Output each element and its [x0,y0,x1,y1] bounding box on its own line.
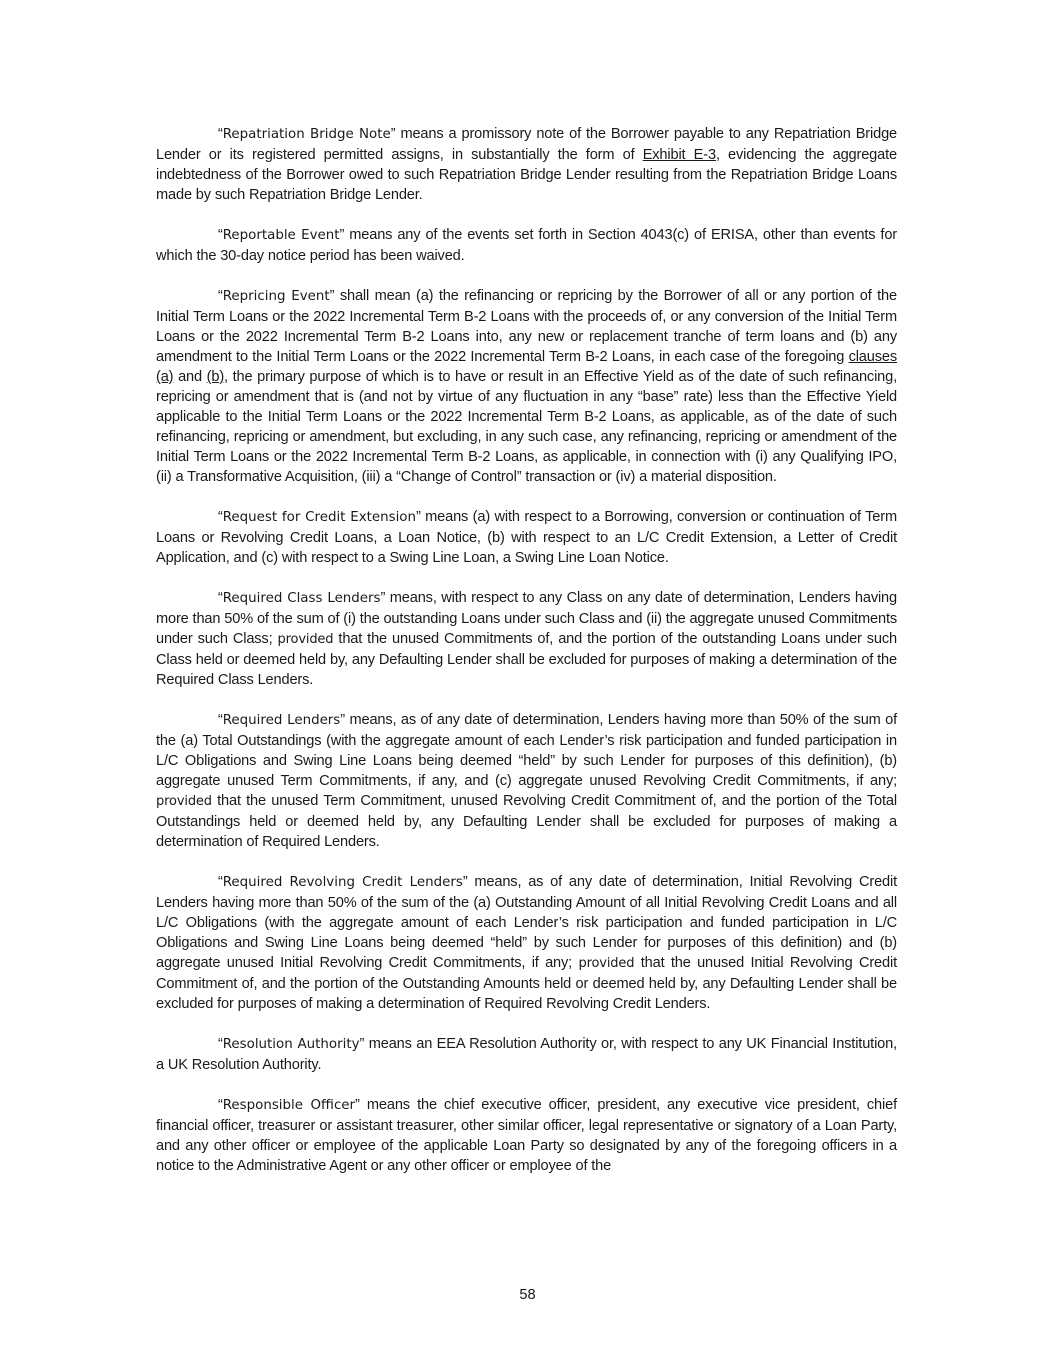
definition-paragraph: “Required Class Lenders” means, with respect to any Class on any date of determination, Lenders having more than 50% of the sum of (i) the outstanding Loans under such Class and (ii) the aggregate unused Commitments under such Class; provided that the unused Commitments of, and the portion of the outstanding Loans under such Class held or deemed held by, any Defaulting Lender shall be excluded for purposes of making a determination of the Required Class Lenders. [156,590,897,688]
defined-term: Required Revolving Credit Lenders [222,875,463,890]
definition-paragraph: “Required Revolving Credit Lenders” means, as of any date of determination, Initial Revolving Credit Lenders having more than 50% of the sum of the (a) Outstanding Amount of all Initial Revolving Credit Loans and all L/C Obligations (with the aggregate amount of each Lender’s risk participation and funded participation in L/C Obligations and Swing Line Loans being deemed “held” by such Lender for purposes of this definition) and (b) aggregate unused Initial Revolving Credit Commitments, if any; provided that the unused Initial Revolving Credit Commitment of, and the portion of the Outstanding Amounts held or deemed held by, any Defaulting Lender shall be excluded for purposes of making a determination of Required Revolving Credit Lenders. [156,874,898,1012]
cross-reference: clauses (a) [156,349,897,385]
definition-paragraph: “Reportable Event” means any of the events set forth in Section 4043(c) of ERISA, other than events for which the 30-day notice period has been waived. [156,227,897,264]
definition-paragraph: “Request for Credit Extension” means (a) with respect to a Borrowing, conversion or continuation of Term Loans or Revolving Credit Loans, a Loan Notice, (b) with respect to an L/C Credit Extension, a Letter of Credit Application, and (c) with respect to a Swing Line Loan, a Swing Line Loan Notice. [156,509,897,566]
definition-text: means a promissory note of the Borrower payable to any Repatriation Bridge Lender or its registered permitted assigns, in substantially the form of [156,126,897,163]
definition-paragraph: “Resolution Authority” means an EEA Resolution Authority or, with respect to any UK Financial Institution, a UK Resolution Authority. [156,1036,898,1073]
proviso-word: provided [578,956,635,971]
defined-term: Resolution Authority [222,1037,360,1052]
cross-reference: (b) [206,369,225,385]
definition-text: and [173,369,207,385]
definition-text: , the primary purpose of which is to have or result in an Effective Yield as of the date of such refinancing, repricing or amendment that is (and not by virtue of any fluctuation in any “base” rate) less than the Effective Yield applicable to the Initial Term Loans or the 2022 Incremental Term B-2 Loans, as applicable, as of the date of such refinancing, repricing or amendment, but excluding, in any such case, any refinancing, repricing or amendment of the Initial Term Loans or the 2022 Incremental Term B-2 Loans, as applicable, in connection with (i) any Qualifying IPO, (ii) a Transformative Acquisition, (iii) a “Change of Control” transaction or (iv) a material disposition. [156,369,897,485]
definition-text: shall mean (a) the refinancing or repricing by the Borrower of all or any portion of the Initial Term Loans or the 2022 Incremental Term B-2 Loans with the proceeds of, or any conversion of the Initial Term Loans or the 2022 Incremental Term B-2 Loans into, any new or replacement tranche of term loans and (b) any amendment to the Initial Term Loans or the 2022 Incremental Term B-2 Loans, in each case of the foregoing [156,288,897,365]
definition-text: means an EEA Resolution Authority or, with respect to any UK Financial Institution, a UK Resolution Authority. [156,1036,898,1073]
definition-text: means any of the events set forth in Section 4043(c) of ERISA, other than events for which the 30-day notice period has been waived. [156,227,897,264]
defined-term: Reportable Event [222,228,340,243]
cross-reference: Exhibit E-3 [642,147,716,163]
defined-term: Repatriation Bridge Note [222,127,391,142]
definition-paragraph: “Responsible Officer” means the chief executive officer, president, any executive vice president, chief financial officer, treasurer or assistant treasurer, other similar officer, legal representative or signatory of a Loan Party, and any other officer or employee of the applicable Loan Party so designated by any of the foregoing officers in a notice to the Administrative Agent or any other officer or employee of the [156,1097,897,1174]
definition-paragraph: “Repatriation Bridge Note” means a promissory note of the Borrower payable to any Repatriation Bridge Lender or its registered permitted assigns, in substantially the form of Exhibit E-3, evidencing the aggregate indebtedness of the Borrower owed to such Repatriation Bridge Lender resulting from the Repatriation Bridge Loans made by such Repatriation Bridge Lender. [156,126,897,203]
definition-text: means, as of any date of determination, Lenders having more than 50% of the sum of the (a) Total Outstandings (with the aggregate amount of each Lender’s risk participation and funded participation in L/C Obligations and Swing Line Loans being deemed “held” by such Lender for purposes of this definition), (b) aggregate unused Term Commitments, if any, and (c) aggregate unused Revolving Credit Commitments, if any; [156,712,897,789]
definition-text: means (a) with respect to a Borrowing, conversion or continuation of Term Loans or Revolving Credit Loans, a Loan Notice, (b) with respect to an L/C Credit Extension, a Letter of Credit Application, and (c) with respect to a Swing Line Loan, a Swing Line Loan Notice. [156,509,897,566]
defined-term: Repricing Event [222,289,330,304]
definition-text: means the chief executive officer, president, any executive vice president, chief financial officer, treasurer or assistant treasurer, other similar officer, legal representative or signatory of a Loan Party, and any other officer or employee of the applicable Loan Party so designated by any of the foregoing officers in a notice to the Administrative Agent or any other officer or employee of the [156,1097,897,1174]
defined-term: Request for Credit Extension [222,510,416,525]
defined-term: Required Class Lenders [222,591,381,606]
defined-term: Responsible Officer [222,1098,356,1113]
definition-paragraph: “Repricing Event” shall mean (a) the refinancing or repricing by the Borrower of all or any portion of the Initial Term Loans or the 2022 Incremental Term B-2 Loans with the proceeds of, or any conversion of the Initial Term Loans or the 2022 Incremental Term B-2 Loans into, any new or replacement tranche of term loans and (b) any amendment to the Initial Term Loans or the 2022 Incremental Term B-2 Loans, in each case of the foregoing clauses (a) and (b), the primary purpose of which is to have or result in an Effective Yield as of the date of such refinancing, repricing or amendment that is (and not by virtue of any fluctuation in any “base” rate) less than the Effective Yield applicable to the Initial Term Loans or the 2022 Incremental Term B-2 Loans, as applicable, as of the date of such refinancing, repricing or amendment, but excluding, in any such case, any refinancing, repricing or amendment of the Initial Term Loans or the 2022 Incremental Term B-2 Loans, as applicable, in connection with (i) any Qualifying IPO, (ii) a Transformative Acquisition, (iii) a “Change of Control” transaction or (iv) a material disposition. [156,288,897,485]
definition-text: that the unused Term Commitment, unused Revolving Credit Commitment of, and the portion of the Total Outstandings held or deemed held by, any Defaulting Lender shall be excluded for purposes of making a determination of Required Lenders. [156,793,897,850]
proviso-word: provided [156,794,212,809]
document-body [156,124,897,1196]
definition-text: means, with respect to any Class on any date of determination, Lenders having more than 50% of the sum of (i) the outstanding Loans under such Class and (ii) the aggregate unused Commitments under such Class; [156,590,897,647]
definition-text: means, as of any date of determination, Initial Revolving Credit Lenders having more than 50% of the sum of the (a) Outstanding Amount of all Initial Revolving Credit Loans and all L/C Obligations (with the aggregate amount of each Lender’s risk participation and funded participation in L/C Obligations and Swing Line Loans being deemed “held” by such Lender for purposes of this definition) and (b) aggregate unused Initial Revolving Credit Commitments, if any; [156,874,898,971]
page-number: 58 [519,1287,536,1303]
definition-text: that the unused Commitments of, and the portion of the outstanding Loans under such Class held or deemed held by, any Defaulting Lender shall be excluded for purposes of making a determination of the Required Class Lenders. [156,631,897,688]
definition-text: that the unused Initial Revolving Credit Commitment of, and the portion of the Outstanding Amounts held or deemed held by, any Defaulting Lender shall be excluded for purposes of making a determination of Required Revolving Credit Lenders. [156,955,897,1012]
definition-text: , evidencing the aggregate indebtedness of the Borrower owed to such Repatriation Bridge Lender resulting from the Repatriation Bridge Loans made by such Repatriation Bridge Lender. [156,147,897,203]
defined-term: Required Lenders [222,713,341,728]
proviso-word: provided [277,632,334,647]
definition-paragraph: “Required Lenders” means, as of any date of determination, Lenders having more than 50% of the sum of the (a) Total Outstandings (with the aggregate amount of each Lender’s risk participation and funded participation in L/C Obligations and Swing Line Loans being deemed “held” by such Lender for purposes of this definition), (b) aggregate unused Term Commitments, if any, and (c) aggregate unused Revolving Credit Commitments, if any; provided that the unused Term Commitment, unused Revolving Credit Commitment of, and the portion of the Total Outstandings held or deemed held by, any Defaulting Lender shall be excluded for purposes of making a determination of Required Lenders. [156,712,897,850]
